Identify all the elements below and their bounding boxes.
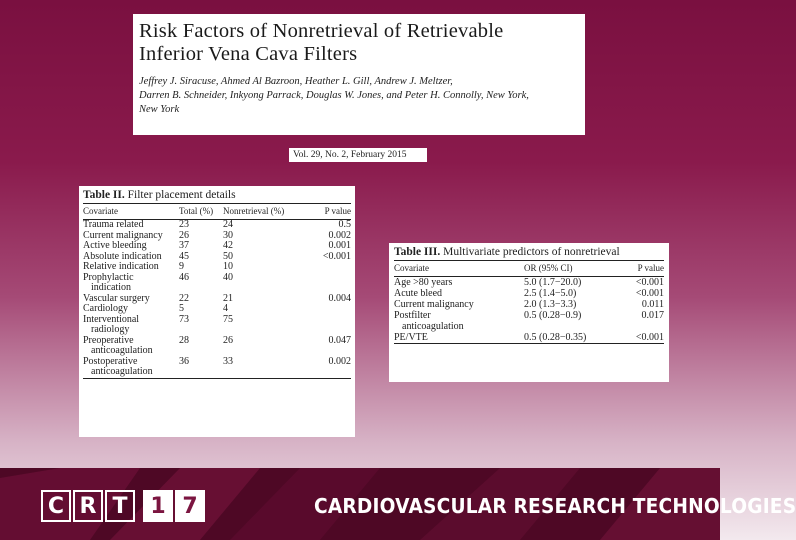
p-value-cell [303,304,351,315]
p-value-cell: <0.001 [635,277,664,288]
covariate-cell: Postoperative [83,355,138,367]
column-header: P value [303,204,351,220]
nonretrieval-cell: 50 [223,250,233,262]
p-value-cell: <0.001 [604,332,664,344]
nonretrieval-cell: 26 [223,334,233,346]
paper-title [139,20,579,66]
journal-citation: Vol. 29, No. 2, February 2015 [289,148,427,162]
empty-cell [303,367,351,378]
column-header: Covariate [394,261,524,277]
table-filter-placement [79,186,355,437]
column-header: Nonretrieval (%) [223,204,303,220]
paper-title-line: Inferior Vena Cava Filters [139,43,358,65]
table-row [83,220,351,231]
nonretrieval-cell: 30 [223,229,233,241]
total-cell: 23 [179,219,189,230]
paper-title-line: Risk Factors of Nonretrieval of Retrievable [139,20,504,42]
nonretrieval-cell: 40 [223,271,233,283]
table-row-continuation [394,321,664,332]
total-cell: 36 [179,355,189,367]
covariate-cell: Active bleeding [83,240,147,251]
empty-cell [179,325,223,336]
odds-ratio-cell: 5.0 (1.7−20.0) [524,277,582,288]
p-value-cell: <0.001 [635,288,664,299]
table-row [83,262,351,273]
authors-line: Darren B. Schneider, Inkyong Parrack, Douglas W. Jones, and Peter H. Connolly, New York, [139,90,529,101]
covariate-cell: PE/VTE [394,332,524,344]
table-caption-text: Filter placement details [127,189,236,201]
covariate-cell: Prophylactic [83,271,134,283]
logo-letter: 1 [143,490,173,522]
empty-cell [223,325,303,336]
column-header: Covariate [83,204,179,220]
odds-ratio-cell: 0.5 (0.28−0.9) [524,310,582,321]
nonretrieval-cell: 42 [223,240,233,251]
nonretrieval-cell: 4 [223,303,228,314]
empty-cell [223,283,303,294]
total-cell: 73 [179,313,189,325]
total-cell: 45 [179,250,189,262]
table-row [83,304,351,315]
table-caption [394,245,664,260]
column-header: P value [604,261,664,277]
table-row [394,310,664,321]
table-row-continuation [83,346,351,357]
covariate-cell: Vascular surgery [83,292,150,304]
table-row-continuation [83,283,351,294]
odds-ratio-cell: 2.5 (1.4−5.0) [524,288,577,299]
column-header: Total (%) [179,204,223,220]
table-caption-label: Table II. [83,189,125,201]
covariate-cell: Relative indication [83,261,159,272]
column-header: OR (95% CI) [524,261,604,277]
logo-letter: R [73,490,103,522]
total-cell: 26 [179,229,189,241]
table-header-row [83,204,351,220]
p-value-cell: 0.002 [328,355,351,367]
nonretrieval-cell: 24 [223,219,233,230]
covariate-cell: Age >80 years [394,277,453,288]
covariate-cell: Trauma related [83,219,144,230]
empty-cell [179,346,223,357]
table-row [83,241,351,252]
empty-cell [179,367,223,378]
table-caption [83,188,351,203]
table-header-row [394,261,664,277]
p-value-cell: <0.001 [322,250,351,262]
total-cell: 22 [179,292,189,304]
total-cell: 46 [179,271,189,283]
covariate-cell: Interventional [83,313,140,325]
logo-letter: T [105,490,135,522]
odds-ratio-cell: 2.0 (1.3−3.3) [524,299,577,310]
covariate-cell-continued: anticoagulation [402,321,464,332]
p-value-cell: 0.011 [641,299,664,310]
p-value-cell: 0.5 [338,219,351,230]
table-caption-label: Table III. [394,246,441,258]
covariate-cell: Postfilter [394,310,431,321]
nonretrieval-cell: 33 [223,355,233,367]
logo-spacer [137,490,141,522]
covariate-cell: Cardiology [83,303,128,314]
table-caption-text: Multivariate predictors of nonretrieval [443,246,620,258]
table-body [83,220,351,379]
brand-text: CARDIOVASCULAR RESEARCH TECHNOLOGIES [314,494,796,518]
table-row [394,299,664,310]
empty-cell [303,346,351,357]
nonretrieval-cell: 75 [223,313,233,325]
empty-cell [303,325,351,336]
covariate-cell: Current malignancy [83,229,163,241]
authors-line: New York [139,104,180,115]
table-multivariate-predictors [389,243,669,382]
covariate-cell-continued: anticoagulation [83,367,179,378]
total-cell: 28 [179,334,189,346]
total-cell: 5 [179,303,184,314]
table-row-continuation [83,367,351,378]
logo-letter: 7 [175,490,205,522]
p-value-cell: 0.047 [328,334,351,346]
covariate-cell-continued: radiology [91,324,130,335]
authors-line: Jeffrey J. Siracuse, Ahmed Al Bazroon, Heather L. Gill, Andrew J. Meltzer, [139,76,453,87]
table-grid [394,260,664,344]
total-cell: 9 [179,261,184,272]
table-row-continuation [83,325,351,336]
paper-authors [139,75,579,117]
p-value-cell: 0.001 [328,240,351,251]
nonretrieval-cell: 21 [223,292,233,304]
p-value-cell: 0.017 [641,310,664,321]
empty-cell [179,283,223,294]
p-value-cell: 0.004 [328,292,351,304]
p-value-cell [303,315,351,326]
covariate-cell: Current malignancy [394,299,474,310]
odds-ratio-cell: 0.5 (0.28−0.35) [524,332,604,344]
nonretrieval-cell: 10 [223,261,233,272]
total-cell: 37 [179,240,189,251]
covariate-cell: Preoperative [83,334,134,346]
empty-cell [604,321,664,332]
table-body [394,277,664,344]
covariate-cell: Acute bleed [394,288,443,299]
covariate-cell: Absolute indication [83,250,162,262]
covariate-cell-continued: anticoagulation [91,345,153,356]
table-grid [83,203,351,379]
empty-cell [223,367,303,378]
p-value-cell [303,262,351,273]
empty-cell [223,346,303,357]
p-value-cell [303,273,351,284]
crt17-logo [41,490,205,522]
table-row [394,277,664,289]
table-row [394,288,664,299]
logo-letter: C [41,490,71,522]
paper-header-card [133,14,585,135]
covariate-cell-continued: indication [91,282,131,293]
empty-cell [303,283,351,294]
table-row [394,332,664,344]
p-value-cell: 0.002 [328,229,351,241]
empty-cell [524,321,604,332]
